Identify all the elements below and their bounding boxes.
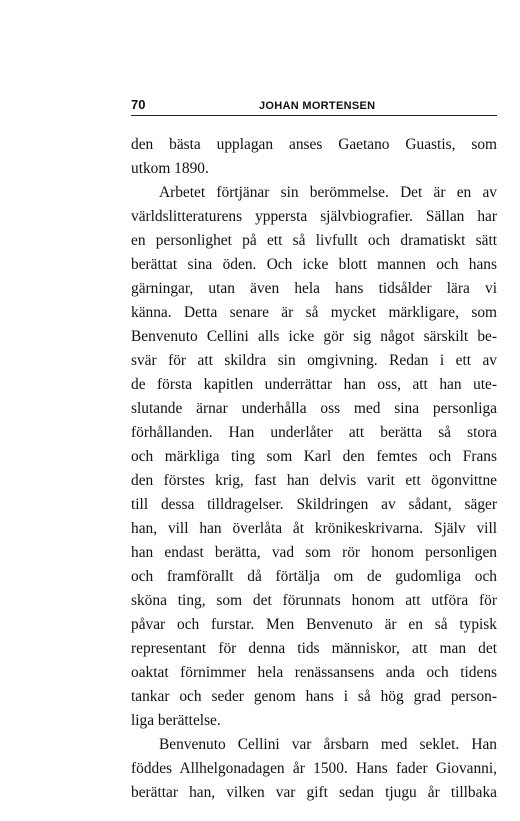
text-line: Benvenuto Cellini var årsbarn med seklet. Han	[159, 736, 497, 753]
text-line: världslitteraturens yppersta självbiografier. Sällan har	[131, 208, 497, 225]
text-line: Benvenuto Cellini alls icke gör sig något särskilt be-	[131, 328, 497, 345]
text-line: och märkliga ting som Karl den femtes och Frans	[131, 448, 497, 465]
text-line: till dessa tilldragelser. Skildringen av sådant, säger	[131, 496, 497, 513]
running-head-title: JOHAN MORTENSEN	[259, 100, 376, 112]
text-line: slutande ärnar underhålla oss med sina personliga	[131, 400, 497, 417]
page-number: 70	[131, 97, 146, 112]
text-line: sköna ting, som det förunnats honom att utföra för	[131, 592, 497, 609]
text-line: föddes Allhelgonadagen år 1500. Hans fader Giovanni,	[131, 760, 497, 777]
body-text	[131, 133, 497, 805]
running-header	[131, 97, 497, 116]
text-line: oaktat förnimmer hela renässansens anda och tidens	[131, 664, 497, 681]
text-line: han, vill han överlåta åt krönikeskrivarna. Själv vill	[131, 520, 497, 537]
text-line: de första kapitlen underrättar han oss, att han ute-	[131, 376, 497, 393]
text-line: utkom 1890.	[131, 160, 209, 177]
text-line: gärningar, utan även hela hans tidsålder lära vi	[131, 280, 497, 297]
text-line: känna. Detta senare är så mycket märkligare, som	[131, 304, 497, 321]
text-line: tankar och seder genom hans i så hög grad person-	[131, 688, 497, 705]
text-line: en personlighet på ett så livfullt och dramatiskt sätt	[131, 232, 497, 249]
text-line: representant för denna tids människor, att man det	[131, 640, 497, 657]
text-line: den förstes krig, fast han delvis varit ett ögonvittne	[131, 472, 497, 489]
text-line: Arbetet förtjänar sin berömmelse. Det är en av	[159, 184, 497, 201]
text-line: berättar han, vilken var gift sedan tjugu år tillbaka	[131, 784, 497, 801]
text-line: den bästa upplagan anses Gaetano Guastis, som	[131, 136, 497, 153]
text-line: svär för att skildra sin omgivning. Redan i ett av	[131, 352, 497, 369]
text-line: och framförallt då förtälja om de gudomliga och	[131, 568, 497, 585]
text-line: liga berättelse.	[131, 712, 221, 729]
text-line: han endast berätta, vad som rör honom personligen	[131, 544, 497, 561]
text-line: berättat sina öden. Och icke blott mannen och hans	[131, 256, 497, 273]
text-line: förhållanden. Han underlåter att berätta så stora	[131, 424, 497, 441]
text-line: påvar och furstar. Men Benvenuto är en så typisk	[131, 616, 497, 633]
